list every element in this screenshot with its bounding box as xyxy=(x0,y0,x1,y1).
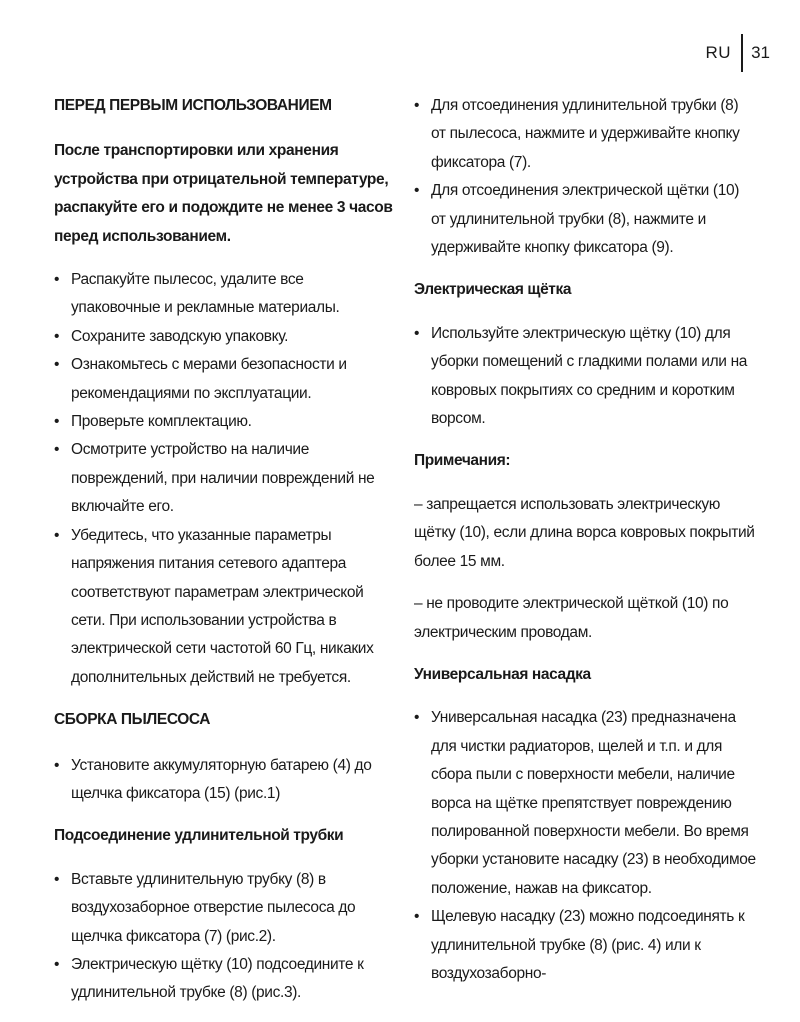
list-item: • Сохраните заводскую упаковку. xyxy=(54,323,394,351)
section-heading-assembly: СБОРКА ПЫЛЕСОСА xyxy=(54,711,211,729)
page-number: 31 xyxy=(751,43,770,62)
note-paragraph: – запрещается использовать электрическую щётку (10), если длина ворса ковровых покрытий более 15 мм. xyxy=(414,495,755,570)
list-item: • Убедитесь, что указанные параметры напряжения питания сетевого адаптера соответствуют параметрам электрической сети. При использовании устройства в электрической сети частотой 60 Гц, никаких дополнительных действий не требуется. xyxy=(54,522,394,692)
left-column xyxy=(54,92,394,1022)
list-item: • Для отсоединения электрической щётки (10) от удлинительной трубки (8), нажмите и удерживайте кнопку фиксатора (9). xyxy=(414,177,756,262)
universal-list xyxy=(414,704,756,988)
tube-list xyxy=(54,866,394,1008)
list-item: • Универсальная насадка (23) предназначена для чистки радиаторов, щелей и т.п. и для сбора пыли с поверхности мебели, наличие ворса на щётке препятствует повреждению полированной поверхности мебели. Во время уборки установите насадку (23) в необходимое положение, нажав на фиксатор. xyxy=(414,704,756,903)
list-item: • Ознакомьтесь с мерами безопасности и рекомендациями по эксплуатации. xyxy=(54,351,394,408)
subheading-brush: Электрическая щётка xyxy=(414,281,572,299)
storage-warning: После транспортировки или хранения устройства при отрицательной температуре, распакуйте его и подождите не менее 3 часов перед использованием. xyxy=(54,142,393,245)
page-header xyxy=(706,34,770,72)
right-column xyxy=(414,92,756,1002)
list-item: • Щелевую насадку (23) можно подсоединять к удлинительной трубке (8) (рис. 4) или к воздухозаборно- xyxy=(414,903,756,988)
note-paragraph: – не проводите электрической щёткой (10) по электрическим проводам. xyxy=(414,595,729,641)
brush-list xyxy=(414,320,756,434)
subheading-universal: Универсальная насадка xyxy=(414,665,591,683)
list-item: • Осмотрите устройство на наличие повреждений, при наличии повреждений не включайте его. xyxy=(54,436,394,521)
section-heading-before-use: ПЕРЕД ПЕРВЫМ ИСПОЛЬЗОВАНИЕМ xyxy=(54,97,332,114)
subheading-notes: Примечания: xyxy=(414,452,511,470)
list-item: • Используйте электрическую щётку (10) для уборки помещений с гладкими полами или на ковровых покрытиях со средним и коротким ворсом. xyxy=(414,320,756,434)
language-code: RU xyxy=(705,43,732,62)
list-item: • Для отсоединения удлинительной трубки (8) от пылесоса, нажмите и удерживайте кнопку фиксатора (7). xyxy=(414,92,756,177)
assembly-list xyxy=(54,752,394,809)
list-item: • Вставьте удлинительную трубку (8) в воздухозаборное отверстие пылесоса до щелчка фиксатора (7) (рис.2). xyxy=(54,866,394,951)
list-item: • Электрическую щётку (10) подсоедините к удлинительной трубке (8) (рис.3). xyxy=(54,951,394,1008)
subheading-tube: Подсоединение удлинительной трубки xyxy=(54,827,344,845)
list-item: • Установите аккумуляторную батарею (4) до щелчка фиксатора (15) (рис.1) xyxy=(54,752,394,809)
list-item: • Распакуйте пылесос, удалите все упаковочные и рекламные материалы. xyxy=(54,266,394,323)
before-use-list xyxy=(54,266,394,692)
list-item: • Проверьте комплектацию. xyxy=(54,408,394,436)
detach-list xyxy=(414,92,756,262)
